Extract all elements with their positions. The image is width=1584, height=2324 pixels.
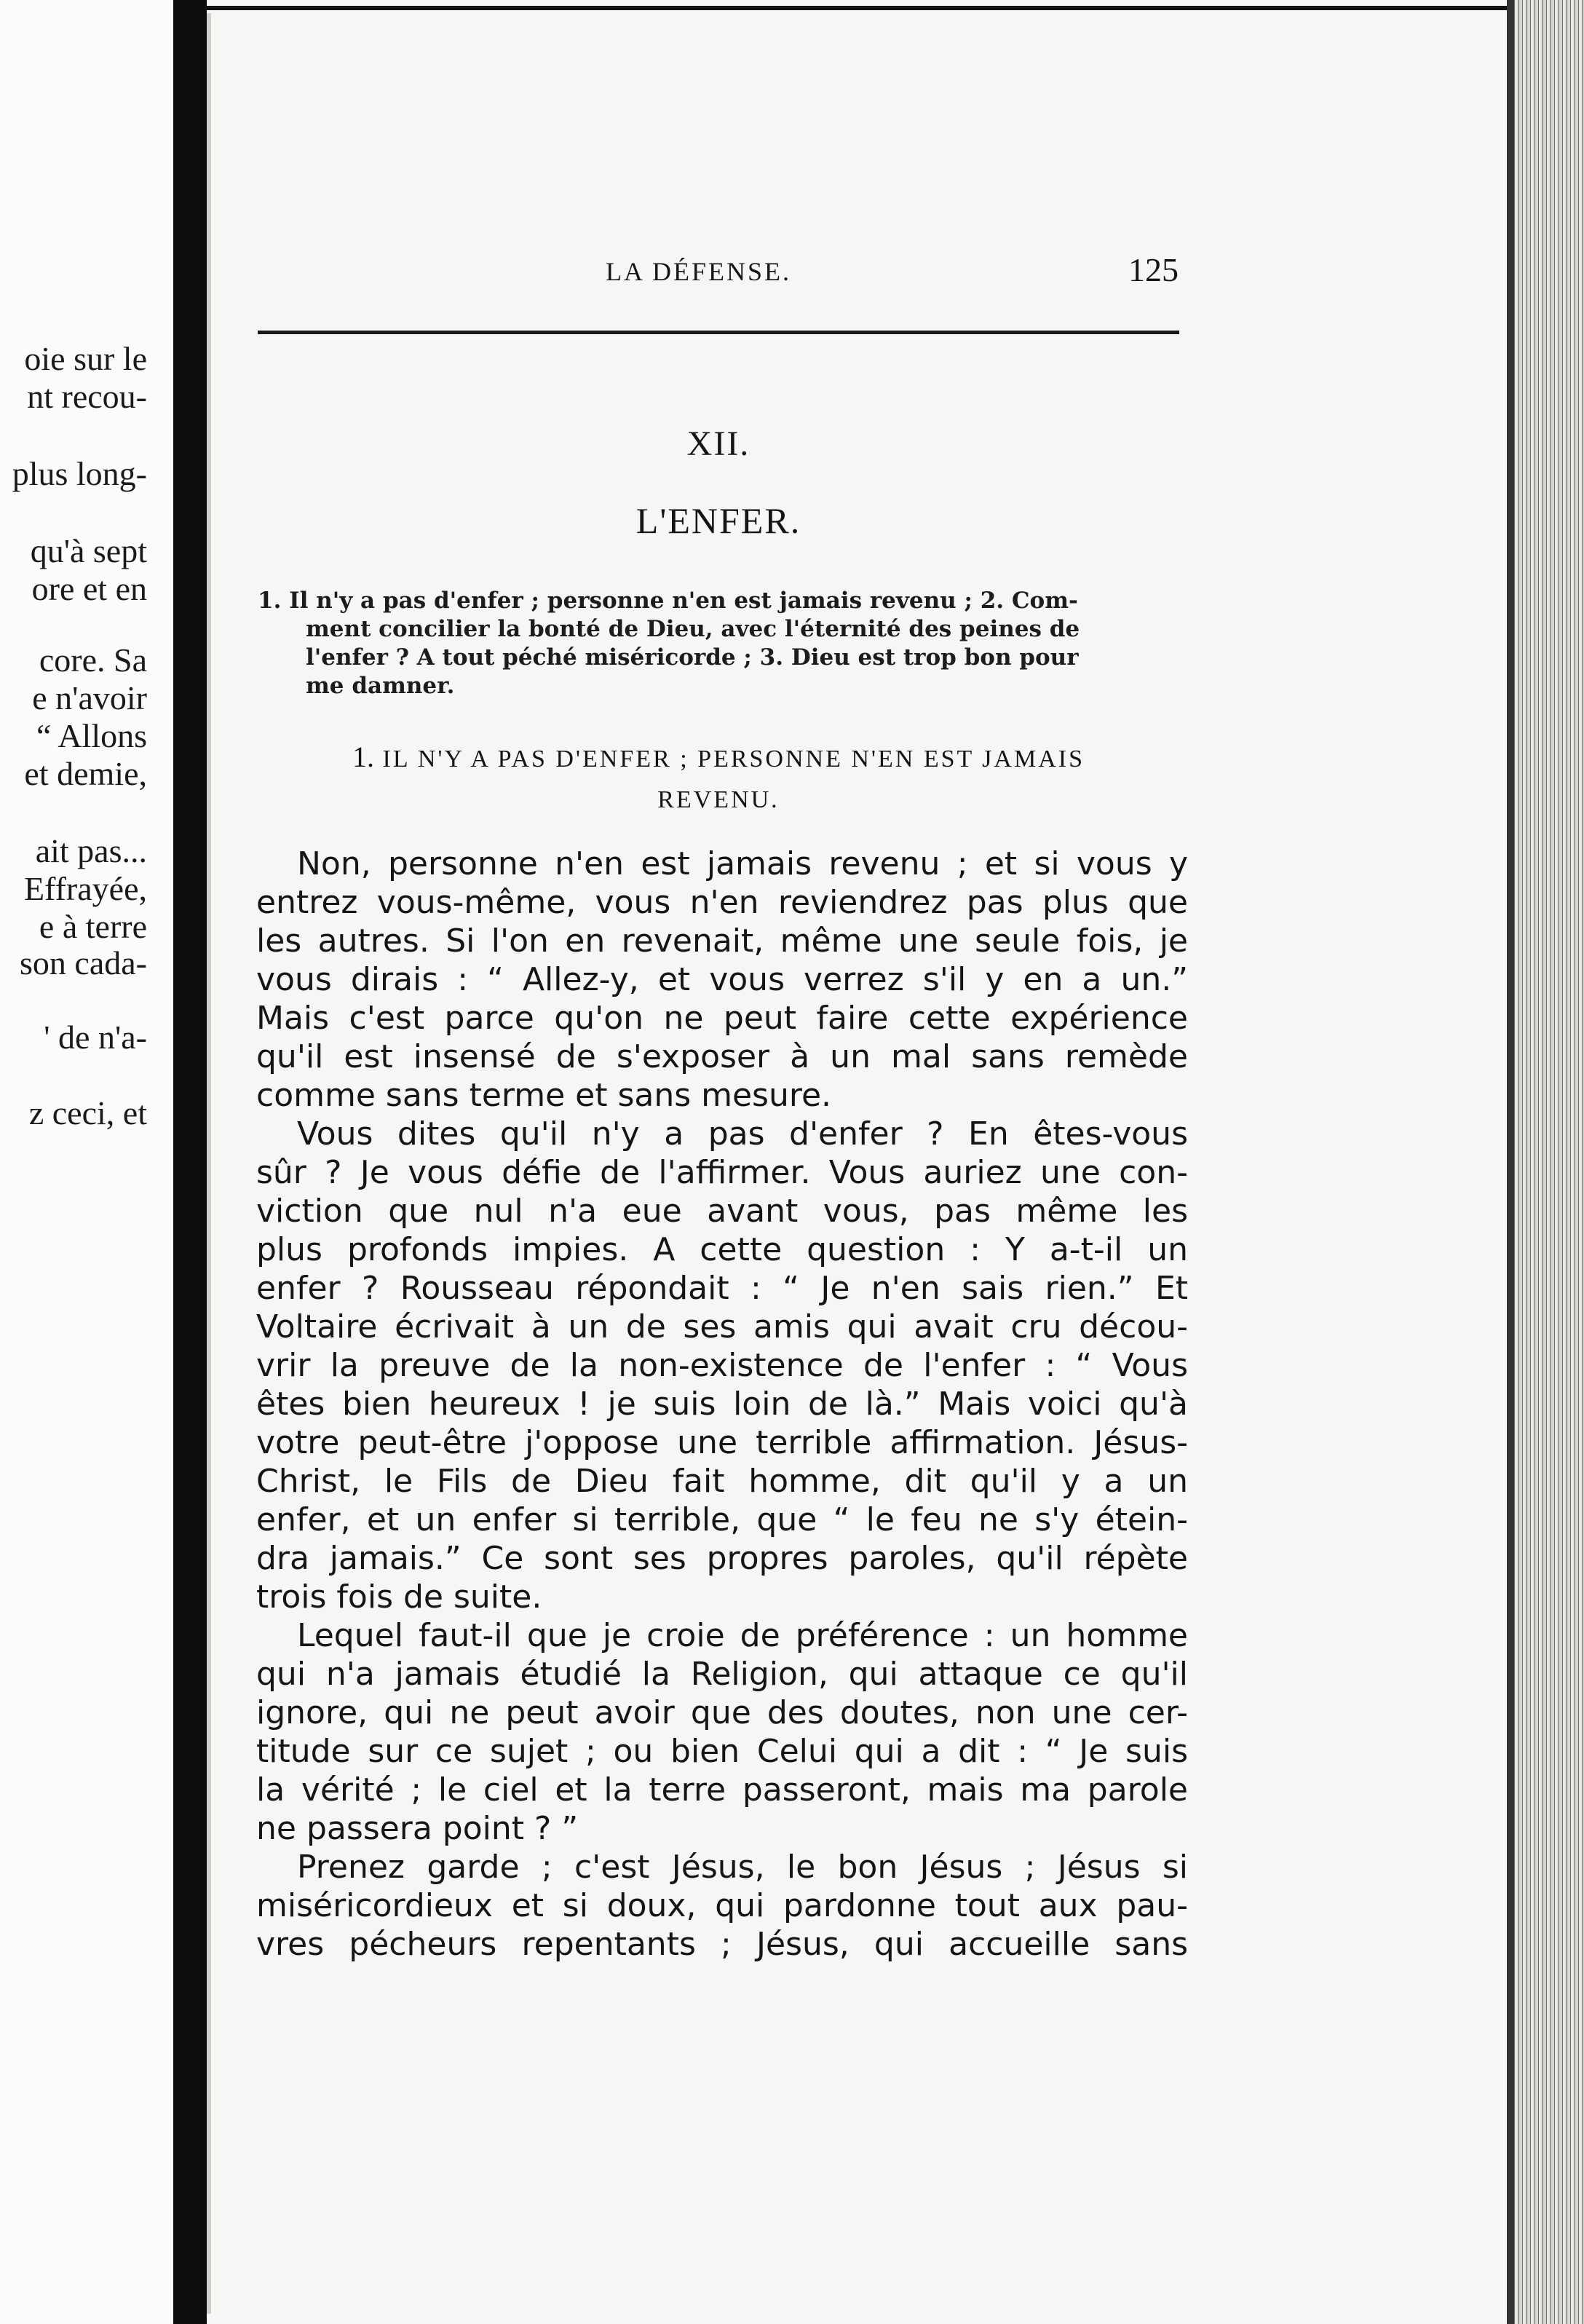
summary-line: 1. Il n'y a pas d'enfer ; personne n'en est jamais revenu ; 2. Com-: [258, 588, 1078, 614]
chapter-title: L'ENFER.: [635, 500, 801, 541]
body-line: les autres. Si l'on en revenait, même une seule fois, je: [256, 922, 1188, 960]
page-edge-shadow: [1507, 0, 1514, 2324]
left-page-line: et demie,: [24, 755, 147, 792]
body-line: sûr ? Je vous défie de l'affirmer. Vous auriez une con-: [256, 1154, 1188, 1191]
body-line: trois fois de suite.: [256, 1578, 542, 1616]
left-page-line: plus long-: [12, 455, 147, 492]
left-page-line: nt recou-: [27, 378, 147, 415]
section-heading: [258, 737, 1179, 821]
left-page-line: oie sur le: [24, 340, 147, 377]
running-head: LA DÉFENSE.: [606, 257, 792, 286]
body-line: votre peut-être j'oppose une terrible affirmation. Jésus-: [256, 1424, 1188, 1461]
body-line: vous dirais : “ Allez-y, et vous verrez s'il y en a un.”: [256, 961, 1188, 998]
section-title-line: IL N'Y A PAS D'ENFER ; PERSONNE N'EN EST JAMAIS: [382, 746, 1085, 772]
header-rule: [258, 331, 1179, 334]
body-line: ne passera point ? ”: [256, 1810, 579, 1847]
body-line: Christ, le Fils de Dieu fait homme, dit qu'il y a un: [256, 1463, 1188, 1500]
body-line: la vérité ; le ciel et la terre passeront, mais ma parole: [256, 1771, 1188, 1809]
body-line: plus profonds impies. A cette question : Y a-t-il un: [256, 1231, 1188, 1268]
left-page-line: ' de n'a-: [44, 1019, 147, 1056]
left-page-line: ait pas...: [35, 832, 147, 869]
left-page-line: e à terre: [39, 908, 147, 945]
left-page-fragment: [0, 0, 173, 2324]
summary-line: l'enfer ? A tout péché miséricorde ; 3. Dieu est trop bon pour: [306, 644, 1079, 671]
body-line: miséricordieux et si doux, qui pardonne tout aux pau-: [256, 1887, 1188, 1924]
body-line: Mais c'est parce qu'on ne peut faire cette expérience: [256, 1000, 1188, 1037]
body-line: Prenez garde ; c'est Jésus, le bon Jésus ; Jésus si: [297, 1849, 1188, 1886]
left-page-line: ore et en: [31, 570, 147, 607]
body-line: enfer ? Rousseau répondait : “ Je n'en sais rien.” Et: [256, 1270, 1188, 1307]
left-page-line: core. Sa: [39, 641, 147, 679]
body-line: comme sans terme et sans mesure.: [256, 1077, 832, 1114]
chapter-number: XII.: [686, 424, 751, 463]
body-line: êtes bien heureux ! je suis loin de là.” Mais voici qu'à: [256, 1386, 1188, 1423]
page-number: 125: [1128, 251, 1179, 288]
section-title-line: REVENU.: [657, 786, 780, 813]
left-page-line: son cada-: [20, 944, 147, 981]
body-line: vres pécheurs repentants ; Jésus, qui accueille sans: [256, 1926, 1188, 1963]
left-page-line: “ Allons: [36, 717, 147, 754]
summary-line: ment concilier la bonté de Dieu, avec l'éternité des peines de: [306, 616, 1080, 642]
left-page-line: qu'à sept: [30, 532, 147, 569]
body-line: vrir la preuve de la non-existence de l'enfer : “ Vous: [256, 1347, 1188, 1384]
book-gutter: [173, 0, 207, 2324]
left-page-line: e n'avoir: [32, 679, 147, 716]
body-line: dra jamais.” Ce sont ses propres paroles, qu'il répète: [256, 1540, 1188, 1577]
chapter-summary: [258, 587, 1184, 700]
summary-line: me damner.: [306, 673, 455, 699]
left-page-line: z ceci, et: [28, 1094, 147, 1131]
section-number: 1.: [352, 740, 374, 773]
body-line: enfer, et un enfer si terrible, que “ le feu ne s'y étein-: [256, 1501, 1188, 1538]
body-line: qui n'a jamais étudié la Religion, qui attaque ce qu'il: [256, 1656, 1188, 1693]
body-line: Lequel faut-il que je croie de préférence : un homme: [297, 1617, 1188, 1654]
body-line: entrez vous-même, vous n'en reviendrez pas plus que: [256, 884, 1188, 921]
body-line: Non, personne n'en est jamais revenu ; et si vous y: [297, 845, 1188, 882]
body-line: qu'il est insensé de s'exposer à un mal sans remède: [256, 1038, 1188, 1075]
page-stack-edge: [1507, 0, 1584, 2324]
body-text: [256, 845, 1188, 1964]
body-line: ignore, qui ne peut avoir que des doutes, non une cer-: [256, 1694, 1188, 1731]
body-line: Vous dites qu'il n'y a pas d'enfer ? En êtes-vous: [297, 1115, 1188, 1153]
body-line: Voltaire écrivait à un de ses amis qui avait cru décou-: [256, 1308, 1188, 1345]
body-line: titude sur ce sujet ; ou bien Celui qui a dit : “ Je suis: [256, 1733, 1188, 1770]
body-line: viction que nul n'a eue avant vous, pas même les: [256, 1193, 1188, 1230]
left-page-line: Effrayée,: [24, 870, 147, 907]
